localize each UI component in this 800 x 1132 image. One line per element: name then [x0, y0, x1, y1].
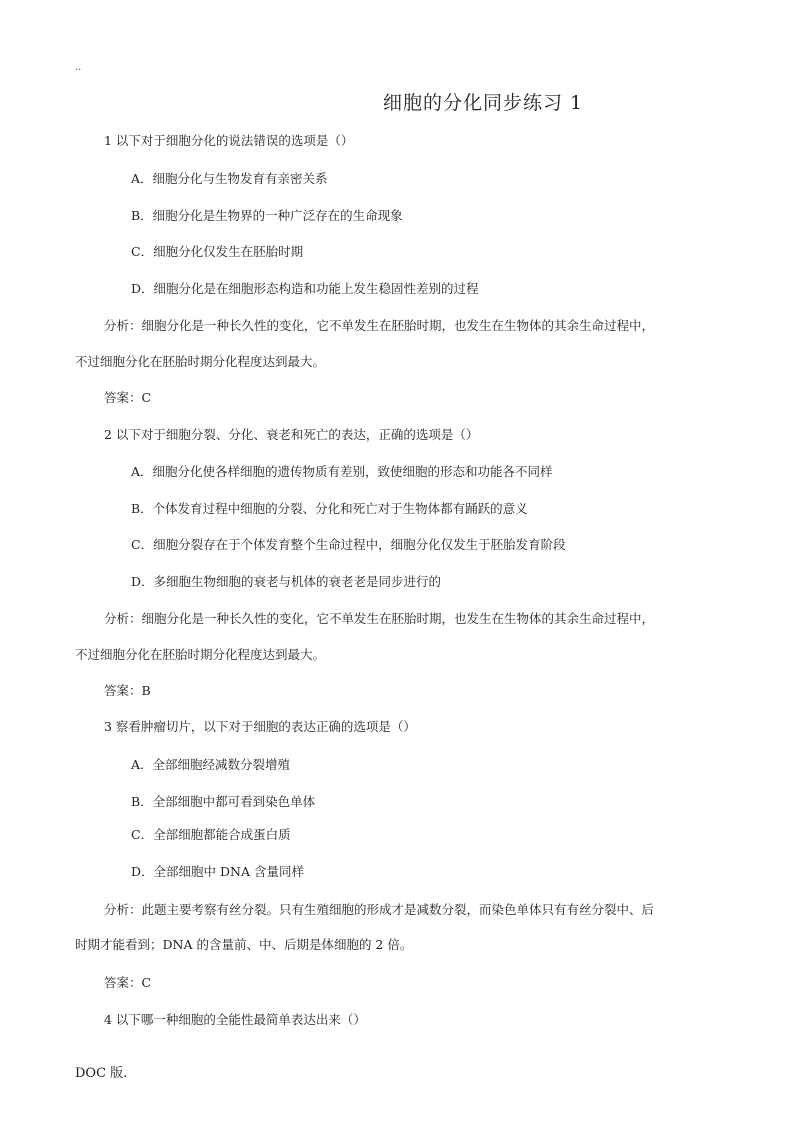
question-4-stem: 4 以下哪一种细胞的全能性最简单表达出来（）	[104, 1012, 366, 1027]
question-1-option-b: B．细胞分化是生物界的一种广泛存在的生命现象	[131, 208, 403, 223]
question-1-option-c: C．细胞分化仅发生在胚胎时期	[131, 244, 304, 259]
header-marker: ..	[75, 62, 82, 73]
question-2-analysis-line1: 分析：细胞分化是一种长久性的变化，它不单发生在胚胎时期，也发生在生物体的其余生命过程中，	[104, 611, 655, 626]
question-2-option-c: C．细胞分裂存在于个体发育整个生命过程中，细胞分化仅发生于胚胎发育阶段	[131, 537, 566, 552]
question-3-analysis-line2: 时期才能看到；DNA 的含量前、中、后期是体细胞的 2 倍。	[75, 937, 413, 952]
question-2-option-d: D．多细胞生物细胞的衰老与机体的衰老老是同步进行的	[131, 574, 442, 589]
question-3-analysis-line1: 分析：此题主要考察有丝分裂。只有生殖细胞的形成才是减数分裂，而染色单体只有有丝分裂中、后	[104, 902, 655, 917]
question-1-option-d: D．细胞分化是在细胞形态构造和功能上发生稳固性差别的过程	[131, 281, 479, 296]
question-3-answer: 答案：C	[104, 975, 152, 990]
question-2-answer: 答案：B	[104, 683, 151, 698]
page-footer: DOC 版.	[75, 1066, 128, 1081]
question-2-stem: 2 以下对于细胞分裂、分化、衰老和死亡的表达，正确的选项是（）	[104, 427, 479, 442]
question-3-option-a: A．全部细胞经减数分裂增殖	[131, 757, 291, 772]
question-2-option-b: B．个体发育过程中细胞的分裂、分化和死亡对于生物体都有踊跃的意义	[131, 501, 528, 516]
question-1-analysis-line1: 分析：细胞分化是一种长久性的变化，它不单发生在胚胎时期，也发生在生物体的其余生命过程中，	[104, 318, 655, 333]
question-3-stem: 3 察看肿瘤切片，以下对于细胞的表达正确的选项是（）	[104, 719, 416, 734]
question-3-option-c: C．全部细胞都能合成蛋白质	[131, 827, 291, 842]
question-2-analysis-line2: 不过细胞分化在胚胎时期分化程度达到最大。	[75, 647, 326, 662]
question-3-option-d: D．全部细胞中 DNA 含量同样	[131, 864, 304, 879]
question-3-option-b: B．全部细胞中都可看到染色单体	[131, 794, 316, 809]
question-1-answer: 答案：C	[104, 390, 152, 405]
question-2-option-a: A．细胞分化使各样细胞的遗传物质有差别，致使细胞的形态和功能各不同样	[131, 464, 553, 479]
question-1-analysis-line2: 不过细胞分化在胚胎时期分化程度达到最大。	[75, 354, 326, 369]
page-title: 细胞的分化同步练习 1	[383, 92, 584, 114]
question-1-option-a: A．细胞分化与生物发育有亲密关系	[131, 171, 328, 186]
question-1-stem: 1 以下对于细胞分化的说法错误的选项是（）	[104, 133, 354, 148]
